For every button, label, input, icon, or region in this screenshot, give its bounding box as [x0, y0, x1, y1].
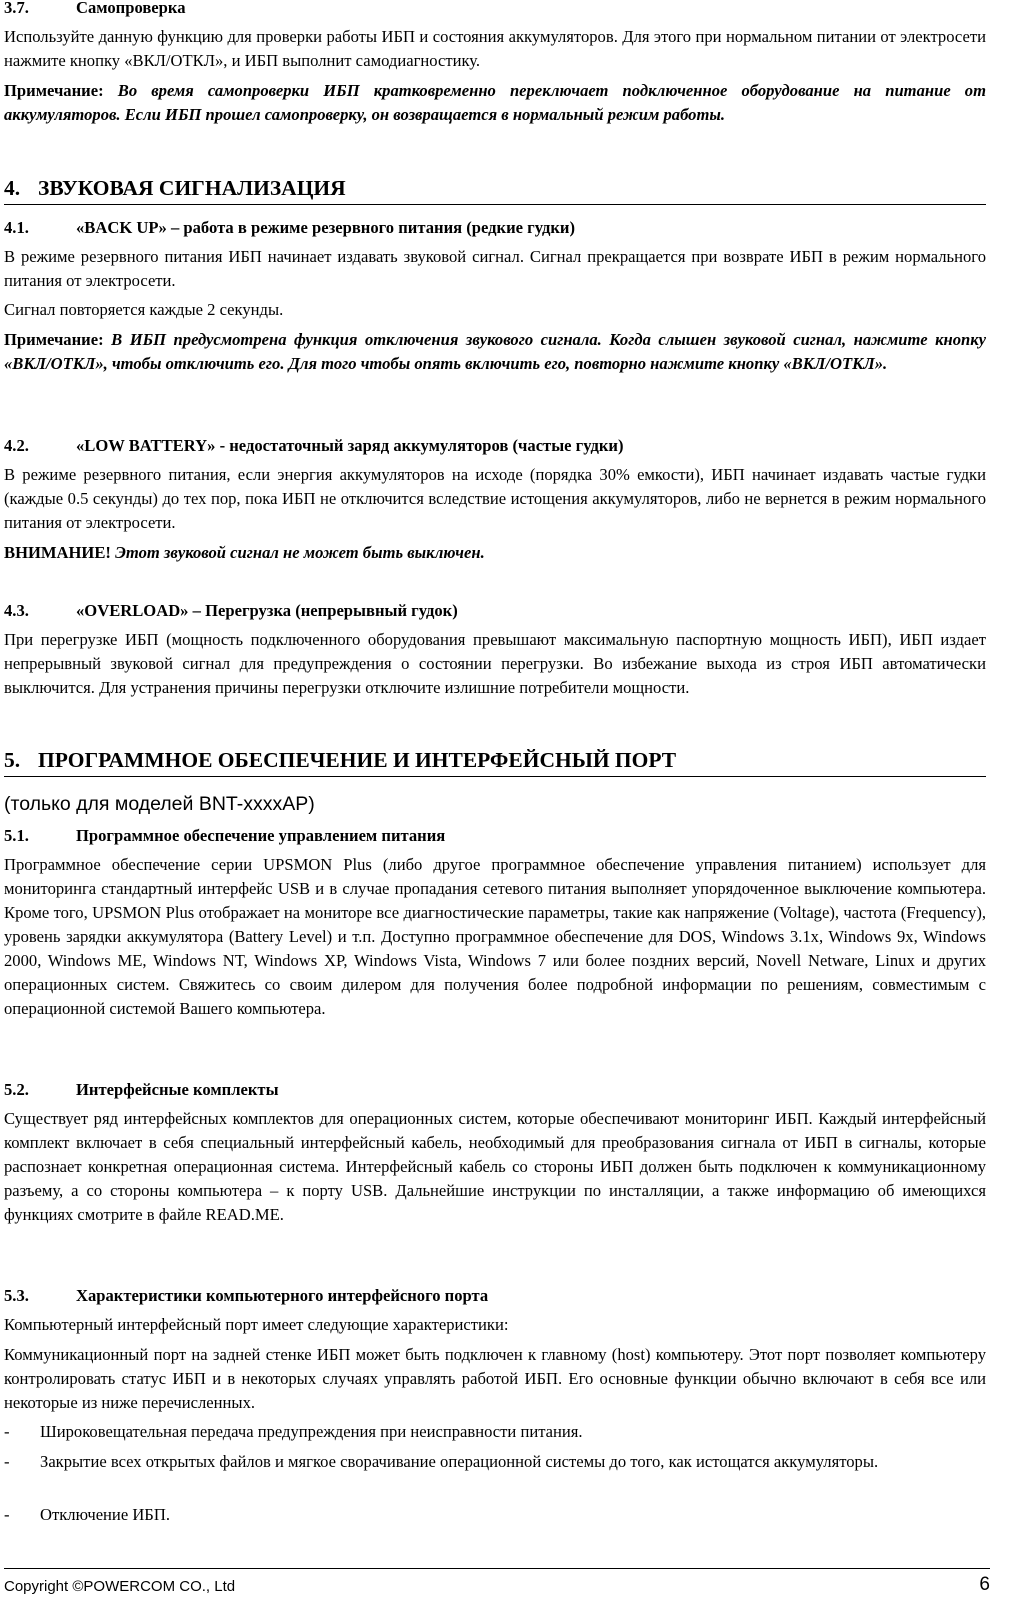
- section-title: Самопроверка: [76, 0, 186, 17]
- list-bullet: -: [4, 1422, 10, 1441]
- chapter-title: ПРОГРАММНОЕ ОБЕСПЕЧЕНИЕ И ИНТЕРФЕЙСНЫЙ ПОРТ: [38, 748, 677, 772]
- note-paragraph: [4, 79, 986, 127]
- section-number: 3.7.: [4, 0, 29, 17]
- paragraph: Программное обеспечение серии UPSMON Plus (либо другое программное обеспечение управления питанием) использует для мониторинга стандартный интерфейс USB и в случае пропадания сетевого питания выполняет упорядоченное выключение компьютера. Кроме того, UPSMON Plus отображает на мониторе все диагностические параметры, такие как напряжение (Voltage), частота (Frequency), уровень зарядки аккумулятора (Battery Level) и т.п. Доступно программное обеспечение для DOS, Windows 3.1x, Windows 9x, Windows 2000, Windows ME, Windows NT, Windows XP, Windows Vista, Windows 7 или более поздних версий, Novell Netware, Linux и других операционных систем. Свяжитесь со своим дилером для получения более подробной информации по решениям, совместимым с операционной системой Вашего компьютера.: [4, 855, 986, 1018]
- section-4-3-heading: [4, 599, 458, 623]
- section-number: 4.2.: [4, 436, 29, 455]
- section-number: 4.3.: [4, 601, 29, 620]
- chapter-title: ЗВУКОВАЯ СИГНАЛИЗАЦИЯ: [38, 176, 346, 200]
- paragraph: Коммуникационный порт на задней стенке ИБП может быть подключен к главному (host) компьютеру. Этот порт позволяет компьютеру контролировать статус ИБП и в некоторых случаях управлять работой ИБП. Его основные функции обычно включают в себя все или некоторые из ниже перечисленных.: [4, 1345, 986, 1412]
- note-label: Примечание:: [4, 81, 104, 100]
- chapter-number: 4.: [4, 176, 21, 200]
- chapter-number: 5.: [4, 748, 21, 772]
- warning-label: ВНИМАНИЕ!: [4, 543, 111, 562]
- section-title: Характеристики компьютерного интерфейсного порта: [76, 1286, 489, 1305]
- section-5-2-heading: [4, 1078, 279, 1102]
- list-item: [4, 1420, 986, 1444]
- paragraph: В режиме резервного питания ИБП начинает издавать звуковой сигнал. Сигнал прекращается при возврате ИБП в режим нормального питания от электросети.: [4, 247, 986, 290]
- paragraph: В режиме резервного питания, если энергия аккумуляторов на исходе (порядка 30% емкости), ИБП начинает издавать частые гудки (каждые 0.5 секунды) до тех пор, пока ИБП не отключится вследствие истощения аккумуляторов, либо не вернется в режим нормального питания от электросети.: [4, 465, 986, 532]
- section-title: «OVERLOAD» – Перегрузка (непрерывный гудок): [76, 601, 458, 620]
- paragraph: При перегрузке ИБП (мощность подключенного оборудования превышают максимальную паспортную мощность ИБП), ИБП издает непрерывный звуковой сигнал для предупреждения о состоянии перегрузки. Во избежание выхода из строя ИБП автоматически выключится. Для устранения причины перегрузки отключите излишние потребители мощности.: [4, 630, 986, 697]
- list-bullet: -: [4, 1505, 10, 1524]
- page-footer: [4, 1568, 990, 1595]
- list-item: [4, 1503, 986, 1527]
- chapter-subtitle: (только для моделей BNT-xxxxAP): [4, 793, 315, 815]
- list-item-text: Закрытие всех открытых файлов и мягкое сворачивание операционной системы до того, как истощатся аккумуляторы.: [40, 1452, 879, 1471]
- note-label: Примечание:: [4, 330, 104, 349]
- paragraph: Компьютерный интерфейсный порт имеет следующие характеристики:: [4, 1315, 509, 1334]
- section-title: «BACK UP» – работа в режиме резервного питания (редкие гудки): [76, 218, 576, 237]
- section-title: Интерфейсные комплекты: [76, 1080, 279, 1099]
- list-item-text: Широковещательная передача предупреждения при неисправности питания.: [40, 1422, 583, 1441]
- section-number: 5.1.: [4, 826, 29, 845]
- list-bullet: -: [4, 1452, 10, 1471]
- section-3-7-heading: [4, 0, 186, 20]
- warning-paragraph: [4, 541, 986, 565]
- section-5-3-heading: [4, 1284, 488, 1308]
- section-number: 5.2.: [4, 1080, 29, 1099]
- page-number: 6: [979, 1574, 990, 1595]
- section-title: Программное обеспечение управлением питания: [76, 826, 446, 845]
- section-number: 5.3.: [4, 1286, 29, 1305]
- section-5-1-heading: [4, 824, 445, 848]
- warning-text: Этот звуковой сигнал не может быть выключен.: [115, 543, 485, 562]
- list-item-text: Отключение ИБП.: [40, 1505, 170, 1524]
- note-text: Во время самопроверки ИБП кратковременно переключает подключенное оборудование на питание от аккумуляторов. Если ИБП прошел самопроверку, он возвращается в нормальный режим работы.: [4, 81, 986, 124]
- note-paragraph: [4, 328, 986, 376]
- chapter-4-heading: [4, 174, 986, 205]
- copyright-text: Copyright ©POWERCOM CO., Ltd: [4, 1578, 236, 1595]
- section-title: «LOW BATTERY» - недостаточный заряд аккумуляторов (частые гудки): [76, 436, 624, 455]
- note-text: В ИБП предусмотрена функция отключения звукового сигнала. Когда слышен звуковой сигнал, нажмите кнопку «ВКЛ/ОТКЛ», чтобы отключить его. Для того чтобы опять включить его, повторно нажмите кнопку «ВКЛ/ОТКЛ».: [4, 330, 986, 373]
- section-number: 4.1.: [4, 218, 29, 237]
- chapter-5-heading: [4, 746, 986, 777]
- section-4-1-heading: [4, 216, 575, 240]
- paragraph: Сигнал повторяется каждые 2 секунды.: [4, 300, 284, 319]
- paragraph: Используйте данную функцию для проверки работы ИБП и состояния аккумуляторов. Для этого при нормальном питании от электросети нажмите кнопку «ВКЛ/ОТКЛ», и ИБП выполнит самодиагностику.: [4, 27, 986, 70]
- paragraph: Существует ряд интерфейсных комплектов для операционных систем, которые обеспечивают мониторинг ИБП. Каждый интерфейсный комплект включает в себя специальный интерфейсный кабель, необходимый для преобразования сигнала от ИБП в сигналы, которые распознает конкретная операционная система. Интерфейсный кабель со стороны ИБП должен быть подключен к коммуникационному разъему, а со стороны компьютера – к порту USB. Дальнейшие инструкции по инсталляции, а также информацию об имеющихся функциях смотрите в файле READ.ME.: [4, 1109, 986, 1224]
- section-4-2-heading: [4, 434, 624, 458]
- list-item: [4, 1450, 986, 1474]
